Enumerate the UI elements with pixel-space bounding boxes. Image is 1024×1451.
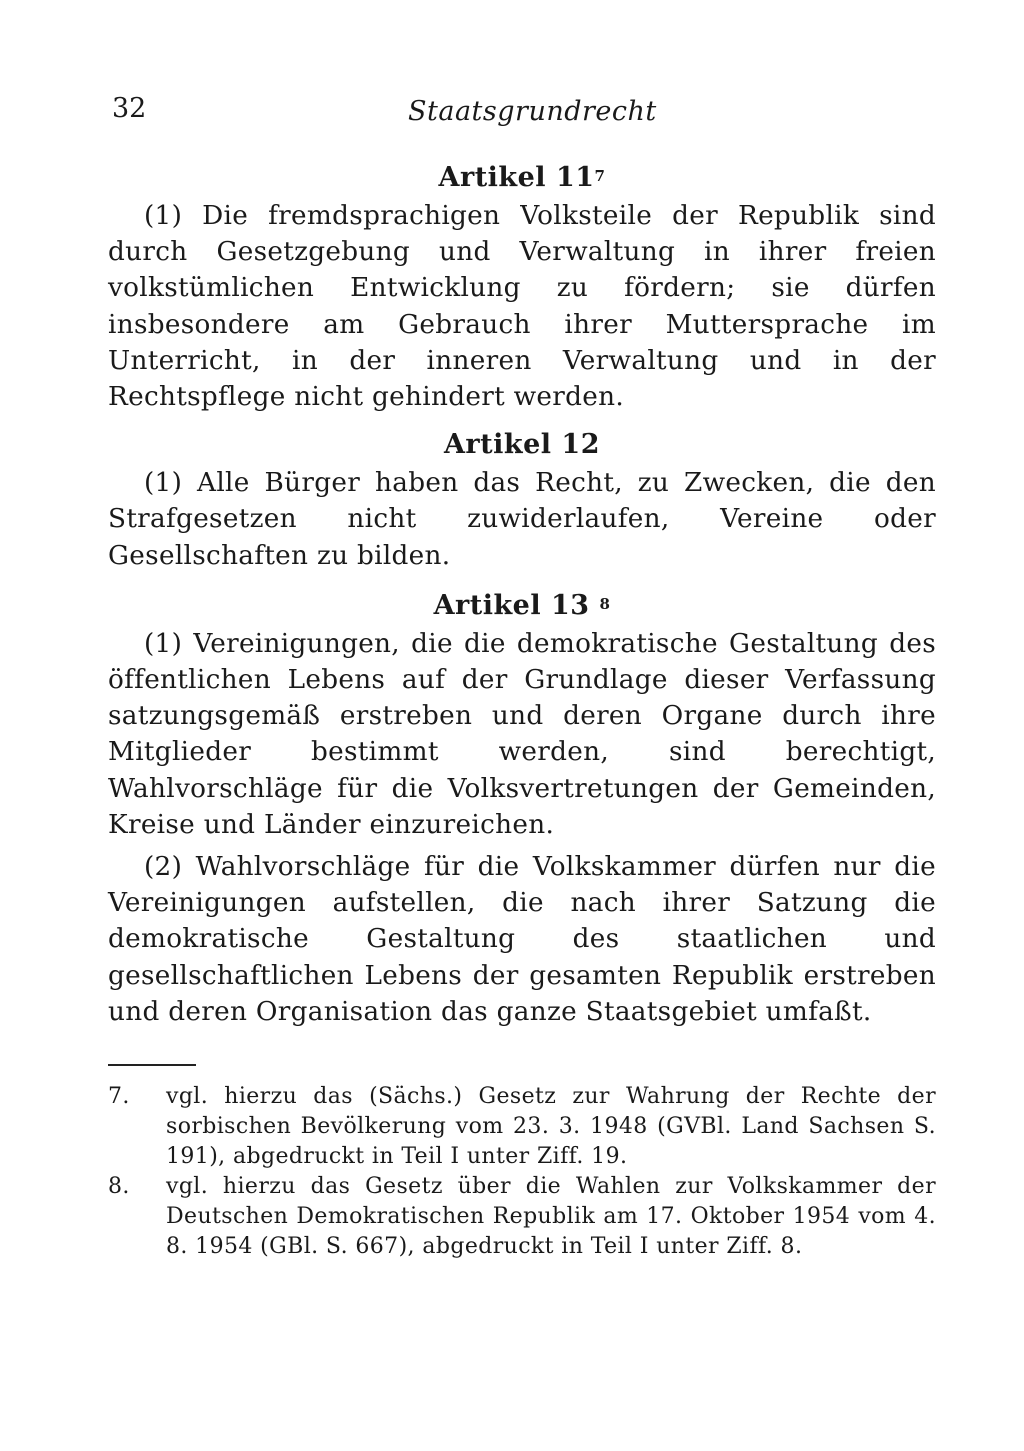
footnotes bbox=[108, 1082, 936, 1262]
article-heading-label: Artikel 11 bbox=[438, 162, 595, 193]
article-heading bbox=[108, 588, 936, 624]
article-paragraph: (1) Die fremdsprachigen Volksteile der Republik sind durch Gesetzgebung und Verwaltung in ihrer freien volkstümlichen Entwicklung zu fördern; sie dürfen insbesondere am Gebrauch ihrer Muttersprache im Unterricht, in der inneren Verwaltung und in der Rechtspflege nicht gehindert werden. bbox=[108, 201, 936, 413]
footnote-number: 7. bbox=[108, 1084, 130, 1109]
footnote-text: vgl. hierzu das (Sächs.) Gesetz zur Wahrung der Rechte der sorbischen Bevölkerung vom 23. 3. 1948 (GVBl. Land Sachsen S. 191), abgedruckt in Teil I unter Ziff. 19. bbox=[166, 1084, 936, 1169]
footnote bbox=[108, 1082, 936, 1172]
article-heading-label: Artikel 12 bbox=[443, 429, 601, 461]
article-heading bbox=[108, 160, 936, 196]
footnote-text: vgl. hierzu das Gesetz über die Wahlen zur Volkskammer der Deutschen Demokratischen Republik am 17. Oktober 1954 vom 4. 8. 1954 (GBl. S. 667), abgedruckt in Teil I unter Ziff. 8. bbox=[166, 1174, 936, 1259]
footnote-reference: 8 bbox=[599, 594, 611, 613]
running-title: Staatsgrundrecht bbox=[408, 96, 657, 127]
article-heading-label: Artikel 13 bbox=[433, 589, 590, 621]
footnote-separator bbox=[108, 1064, 196, 1066]
article-paragraph: (2) Wahlvorschläge für die Volkskammer dürfen nur die Vereinigungen aufstellen, die nach ihrer Satzung die demokratische Gestaltung des staatlichen und gesellschaftlichen Lebens der gesamten Republik erstreben und deren Organisation das ganze Staatsgebiet umfaßt. bbox=[108, 852, 936, 1027]
page-number: 32 bbox=[112, 93, 147, 124]
footnote-number: 8. bbox=[108, 1174, 130, 1199]
article-heading bbox=[108, 427, 936, 463]
main-text bbox=[108, 160, 936, 1030]
footnote bbox=[108, 1172, 936, 1262]
article-12 bbox=[108, 427, 936, 574]
article-paragraph: (1) Alle Bürger haben das Recht, zu Zwecken, die den Strafgesetzen nicht zuwiderlaufen, Vereine oder Gesellschaften zu bilden. bbox=[108, 468, 936, 571]
article-paragraph: (1) Vereinigungen, die die demokratische Gestaltung des öffentlichen Lebens auf der Grundlage dieser Verfassung satzungsgemäß erstreben und deren Organe durch ihre Mitglieder bestimmt werden, sind berechtigt, Wahlvorschläge für die Volksvertretungen der Gemeinden, Kreise und Länder einzureichen. bbox=[108, 628, 936, 840]
footnote-reference: 7 bbox=[594, 167, 606, 185]
article-11 bbox=[108, 160, 936, 415]
article-13 bbox=[108, 588, 936, 1030]
